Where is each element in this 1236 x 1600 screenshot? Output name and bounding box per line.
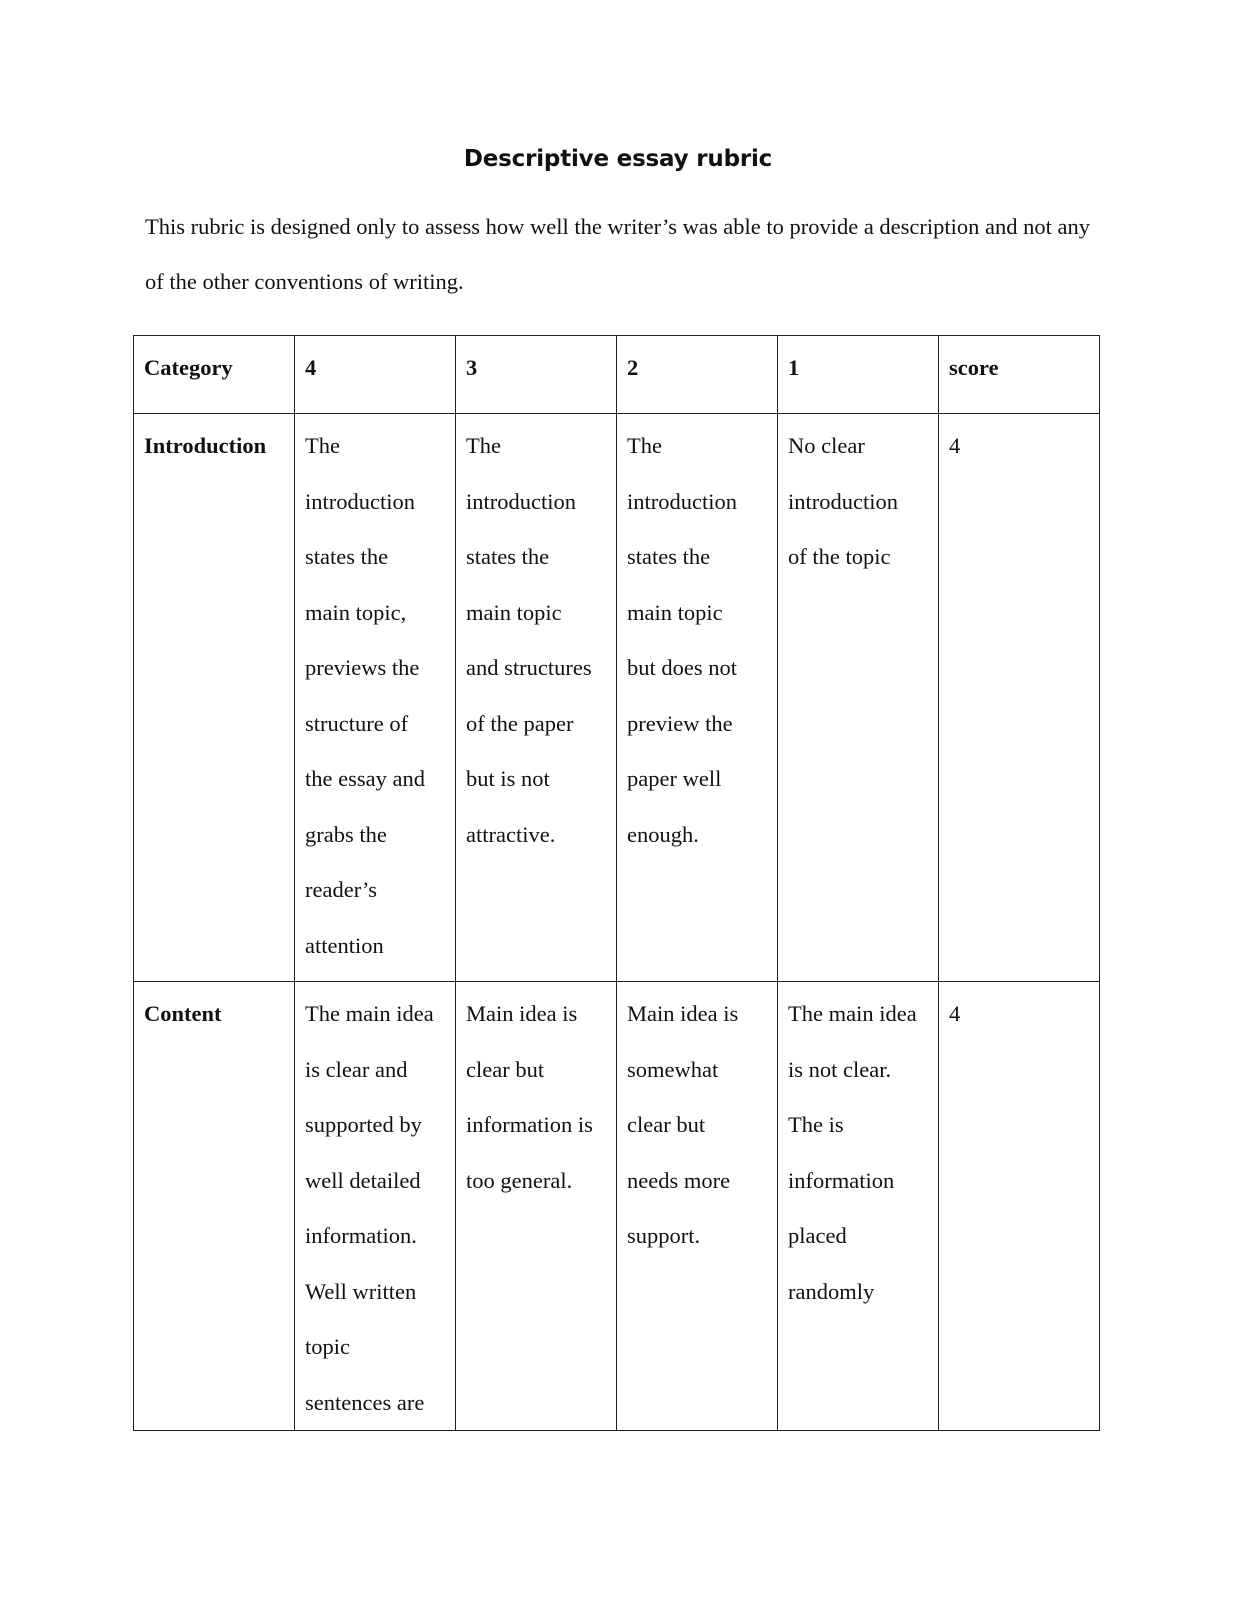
- criteria-cell-4: The main idea is clear and supported by well detailed information. Well written topic sentences are: [295, 982, 456, 1431]
- criteria-cell-1: No clear introduction of the topic: [778, 414, 939, 982]
- header-score-1: 1: [778, 336, 939, 414]
- header-score-2: 2: [617, 336, 778, 414]
- header-category: Category: [134, 336, 295, 414]
- row-category: Introduction: [134, 414, 295, 982]
- header-score: score: [939, 336, 1100, 414]
- header-score-4: 4: [295, 336, 456, 414]
- criteria-cell-3: Main idea is clear but information is too general.: [456, 982, 617, 1431]
- criteria-cell-3: The introduction states the main topic and structures of the paper but is not attractive.: [456, 414, 617, 982]
- row-category: Content: [134, 982, 295, 1431]
- criteria-cell-2: Main idea is somewhat clear but needs more support.: [617, 982, 778, 1431]
- table-row-content: [134, 982, 1100, 1431]
- table-header-row: [134, 336, 1100, 414]
- criteria-cell-2: The introduction states the main topic but does not preview the paper well enough.: [617, 414, 778, 982]
- rubric-table: [133, 335, 1100, 1431]
- criteria-cell-1: The main idea is not clear. The is information placed randomly: [778, 982, 939, 1431]
- document-title: Descriptive essay rubric: [463, 146, 773, 172]
- table-row-introduction: [134, 414, 1100, 982]
- criteria-cell-4: The introduction states the main topic, previews the structure of the essay and grabs the reader’s attention: [295, 414, 456, 982]
- score-cell: 4: [939, 982, 1100, 1431]
- intro-paragraph: This rubric is designed only to assess how well the writer’s was able to provide a description and not any of the other conventions of writing.: [145, 214, 1091, 294]
- score-cell: 4: [939, 414, 1100, 982]
- header-score-3: 3: [456, 336, 617, 414]
